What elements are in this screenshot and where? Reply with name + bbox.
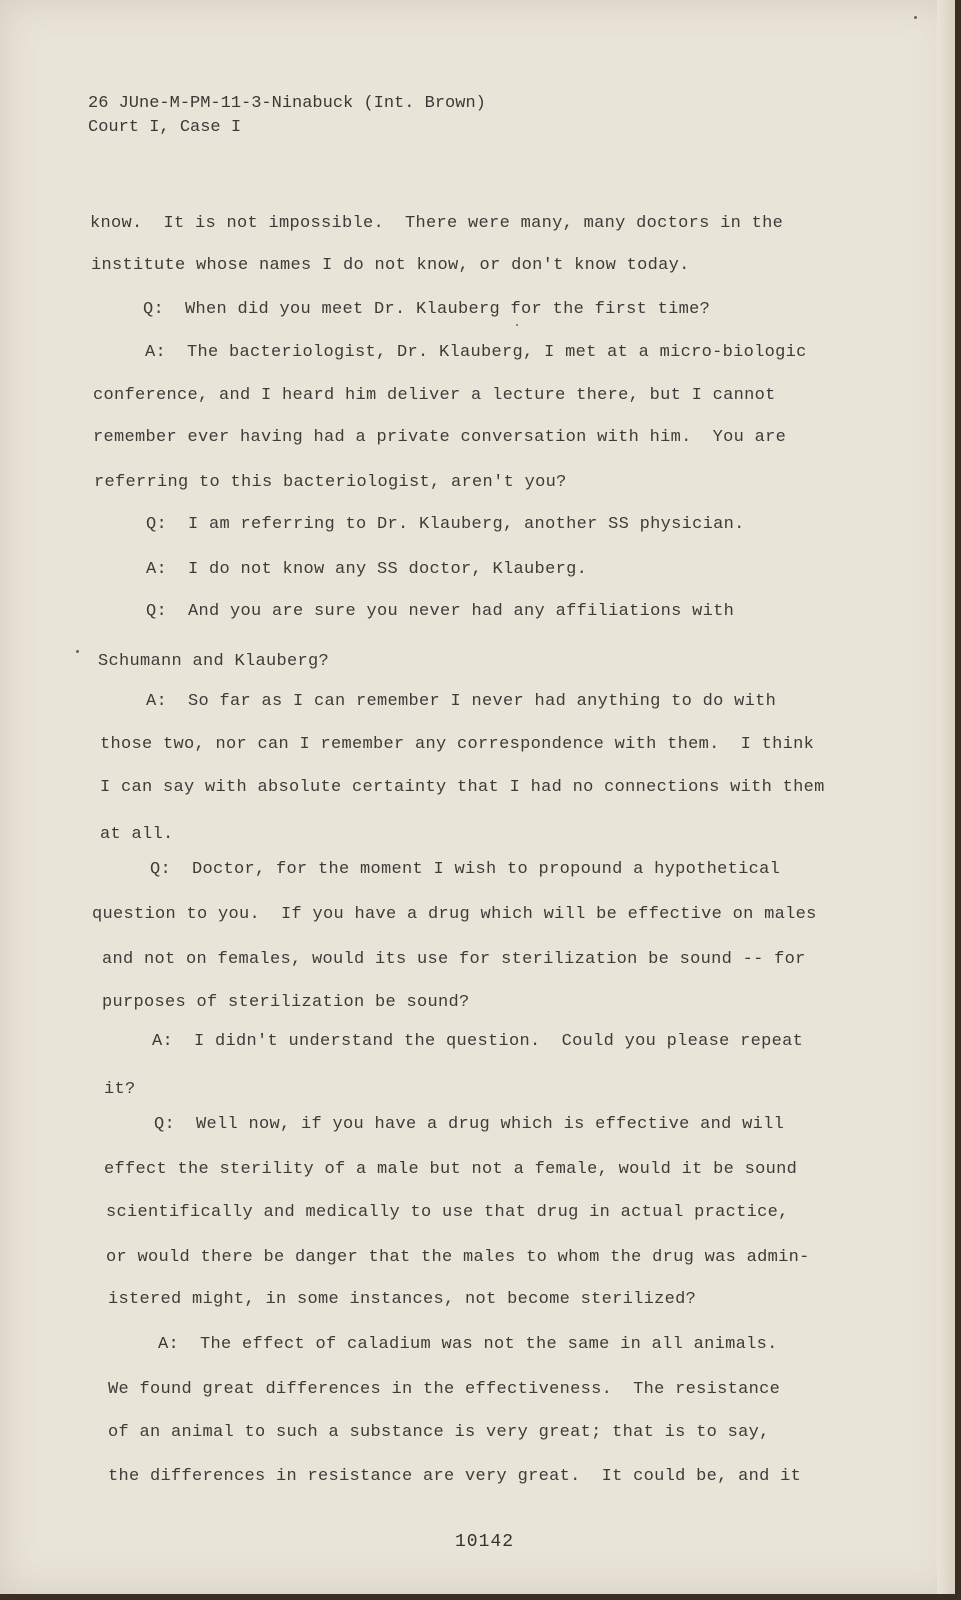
text-line: effect the sterility of a male but not a female, would it be sound bbox=[104, 1160, 798, 1179]
text-line: Q: I am referring to Dr. Klauberg, another SS physician. bbox=[146, 515, 745, 534]
text-line: at all. bbox=[100, 825, 174, 844]
text-line: it? bbox=[104, 1080, 136, 1099]
text-line: of an animal to such a substance is very great; that is to say, bbox=[108, 1423, 770, 1442]
text-line: Q: Doctor, for the moment I wish to propound a hypothetical bbox=[150, 860, 781, 879]
text-line: Schumann and Klauberg? bbox=[98, 652, 330, 671]
paper-speck bbox=[914, 16, 917, 19]
text-line: or would there be danger that the males to whom the drug was admin- bbox=[106, 1248, 810, 1267]
text-line: question to you. If you have a drug which will be effective on males bbox=[92, 905, 817, 924]
page-number: 10142 bbox=[455, 1532, 515, 1552]
document-header bbox=[88, 92, 486, 140]
text-line: institute whose names I do not know, or don't know today. bbox=[91, 256, 690, 275]
text-line: A: I didn't understand the question. Could you please repeat bbox=[152, 1032, 804, 1051]
text-line: the differences in resistance are very great. It could be, and it bbox=[108, 1467, 802, 1486]
text-line: purposes of sterilization be sound? bbox=[102, 993, 470, 1012]
text-line: istered might, in some instances, not become sterilized? bbox=[108, 1290, 697, 1309]
text-line: Q: When did you meet Dr. Klauberg for the first time? bbox=[143, 300, 711, 319]
text-line: We found great differences in the effectiveness. The resistance bbox=[108, 1380, 781, 1399]
text-line: scientifically and medically to use that drug in actual practice, bbox=[106, 1203, 789, 1222]
paper-speck bbox=[76, 650, 79, 653]
page-edge bbox=[937, 0, 955, 1594]
text-line: Q: Well now, if you have a drug which is effective and will bbox=[154, 1115, 785, 1134]
text-line: A: So far as I can remember I never had anything to do with bbox=[146, 692, 777, 711]
text-line: A: The bacteriologist, Dr. Klauberg, I met at a micro-biologic bbox=[145, 343, 807, 362]
text-line: I can say with absolute certainty that I had no connections with them bbox=[100, 778, 825, 797]
paper-speck bbox=[516, 324, 518, 326]
text-line: conference, and I heard him deliver a lecture there, but I cannot bbox=[93, 386, 776, 405]
text-line: A: I do not know any SS doctor, Klauberg. bbox=[146, 560, 588, 579]
text-line: Q: And you are sure you never had any affiliations with bbox=[146, 602, 735, 621]
header-line-2: Court I, Case I bbox=[88, 118, 242, 137]
text-line: and not on females, would its use for sterilization be sound -- for bbox=[102, 950, 806, 969]
header-line-1: 26 JUne-M-PM-11-3-Ninabuck (Int. Brown) bbox=[88, 94, 486, 113]
text-line: remember ever having had a private conversation with him. You are bbox=[93, 428, 787, 447]
text-line: know. It is not impossible. There were many, many doctors in the bbox=[90, 214, 784, 233]
text-line: those two, nor can I remember any correspondence with them. I think bbox=[100, 735, 815, 754]
text-line: referring to this bacteriologist, aren't you? bbox=[94, 473, 567, 492]
text-line: A: The effect of caladium was not the same in all animals. bbox=[158, 1335, 778, 1354]
